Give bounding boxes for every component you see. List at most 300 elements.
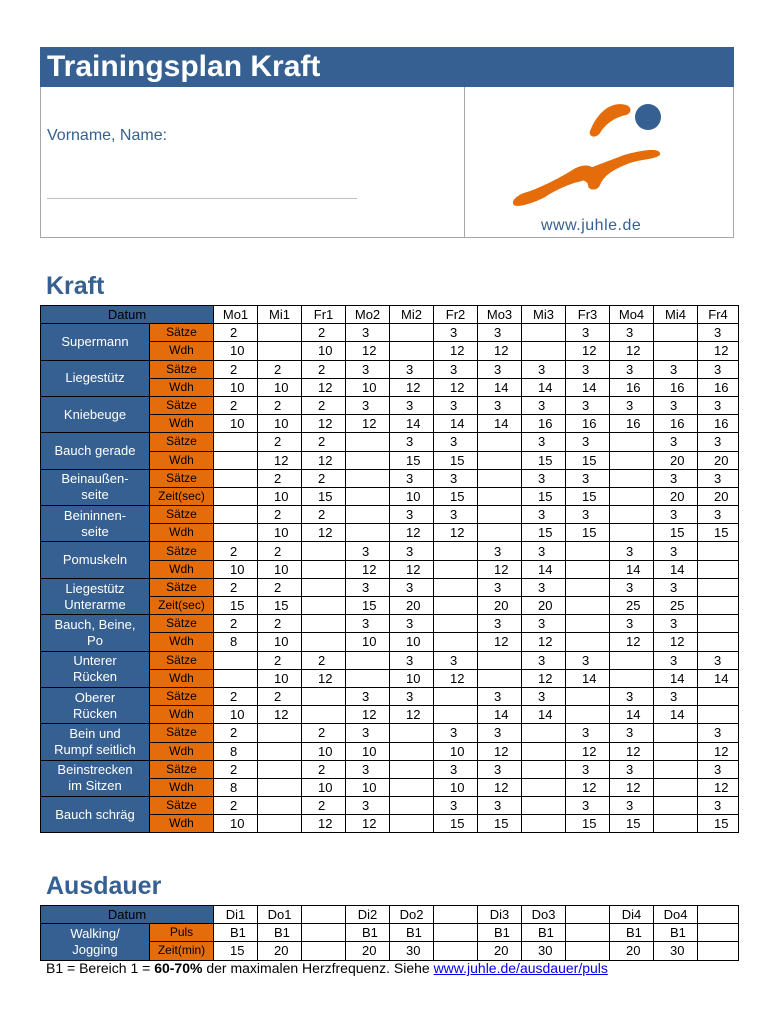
value-cell[interactable]: 3 bbox=[434, 797, 478, 815]
value-cell[interactable] bbox=[434, 597, 478, 615]
value-cell[interactable]: 10 bbox=[214, 560, 258, 578]
value-cell[interactable]: 12 bbox=[478, 342, 522, 360]
value-cell[interactable]: 3 bbox=[346, 797, 390, 815]
value-cell[interactable]: 12 bbox=[390, 560, 434, 578]
value-cell[interactable]: 12 bbox=[258, 451, 302, 469]
value-cell[interactable]: 2 bbox=[214, 542, 258, 560]
value-cell[interactable]: 20 bbox=[610, 942, 654, 960]
value-cell[interactable]: 3 bbox=[434, 651, 478, 669]
value-cell[interactable] bbox=[698, 578, 739, 596]
value-cell[interactable]: 12 bbox=[346, 415, 390, 433]
value-cell[interactable]: 3 bbox=[610, 760, 654, 778]
value-cell[interactable] bbox=[434, 687, 478, 705]
value-cell[interactable]: B1 bbox=[390, 924, 434, 942]
value-cell[interactable] bbox=[698, 924, 739, 942]
value-cell[interactable]: 3 bbox=[654, 615, 698, 633]
value-cell[interactable]: 10 bbox=[214, 342, 258, 360]
value-cell[interactable]: 14 bbox=[654, 669, 698, 687]
value-cell[interactable]: 2 bbox=[302, 506, 346, 524]
value-cell[interactable] bbox=[390, 742, 434, 760]
value-cell[interactable] bbox=[214, 669, 258, 687]
value-cell[interactable]: 3 bbox=[654, 469, 698, 487]
value-cell[interactable]: 2 bbox=[214, 724, 258, 742]
value-cell[interactable] bbox=[654, 760, 698, 778]
value-cell[interactable]: 3 bbox=[522, 433, 566, 451]
value-cell[interactable]: 3 bbox=[390, 578, 434, 596]
value-cell[interactable]: 10 bbox=[258, 524, 302, 542]
value-cell[interactable] bbox=[434, 633, 478, 651]
value-cell[interactable]: 3 bbox=[434, 433, 478, 451]
value-cell[interactable]: 2 bbox=[302, 651, 346, 669]
value-cell[interactable]: 10 bbox=[434, 778, 478, 796]
value-cell[interactable]: 3 bbox=[478, 542, 522, 560]
value-cell[interactable]: 3 bbox=[566, 469, 610, 487]
value-cell[interactable]: 14 bbox=[566, 669, 610, 687]
value-cell[interactable]: 3 bbox=[522, 578, 566, 596]
value-cell[interactable]: 12 bbox=[302, 524, 346, 542]
value-cell[interactable]: 10 bbox=[302, 778, 346, 796]
value-cell[interactable]: 2 bbox=[258, 651, 302, 669]
value-cell[interactable]: 10 bbox=[390, 487, 434, 505]
value-cell[interactable] bbox=[610, 469, 654, 487]
value-cell[interactable] bbox=[346, 506, 390, 524]
name-input-line[interactable] bbox=[47, 198, 357, 199]
value-cell[interactable] bbox=[434, 560, 478, 578]
value-cell[interactable]: 3 bbox=[610, 724, 654, 742]
value-cell[interactable] bbox=[478, 651, 522, 669]
value-cell[interactable] bbox=[654, 724, 698, 742]
value-cell[interactable] bbox=[434, 542, 478, 560]
value-cell[interactable] bbox=[698, 542, 739, 560]
value-cell[interactable] bbox=[434, 706, 478, 724]
value-cell[interactable] bbox=[522, 324, 566, 342]
value-cell[interactable]: 10 bbox=[346, 742, 390, 760]
value-cell[interactable]: 2 bbox=[214, 797, 258, 815]
value-cell[interactable]: 12 bbox=[302, 815, 346, 833]
value-cell[interactable]: 2 bbox=[258, 578, 302, 596]
value-cell[interactable] bbox=[302, 560, 346, 578]
value-cell[interactable]: 15 bbox=[390, 451, 434, 469]
value-cell[interactable]: 3 bbox=[478, 360, 522, 378]
value-cell[interactable]: 16 bbox=[654, 415, 698, 433]
value-cell[interactable] bbox=[478, 469, 522, 487]
value-cell[interactable]: 3 bbox=[698, 760, 739, 778]
value-cell[interactable]: 3 bbox=[434, 760, 478, 778]
value-cell[interactable]: 3 bbox=[566, 760, 610, 778]
value-cell[interactable] bbox=[390, 760, 434, 778]
value-cell[interactable]: 3 bbox=[522, 687, 566, 705]
value-cell[interactable]: 12 bbox=[522, 669, 566, 687]
value-cell[interactable]: 3 bbox=[610, 396, 654, 414]
value-cell[interactable]: 2 bbox=[302, 396, 346, 414]
value-cell[interactable]: 2 bbox=[214, 578, 258, 596]
value-cell[interactable]: 3 bbox=[346, 360, 390, 378]
value-cell[interactable]: 3 bbox=[522, 542, 566, 560]
value-cell[interactable]: 3 bbox=[478, 578, 522, 596]
footnote-link[interactable]: www.juhle.de/ausdauer/puls bbox=[433, 960, 608, 976]
value-cell[interactable]: 10 bbox=[258, 378, 302, 396]
value-cell[interactable]: 30 bbox=[654, 942, 698, 960]
value-cell[interactable]: 3 bbox=[566, 797, 610, 815]
value-cell[interactable] bbox=[346, 487, 390, 505]
value-cell[interactable]: 3 bbox=[698, 724, 739, 742]
value-cell[interactable]: 12 bbox=[698, 742, 739, 760]
value-cell[interactable] bbox=[566, 615, 610, 633]
value-cell[interactable] bbox=[478, 669, 522, 687]
value-cell[interactable]: 16 bbox=[566, 415, 610, 433]
value-cell[interactable]: 12 bbox=[434, 378, 478, 396]
value-cell[interactable]: 3 bbox=[566, 724, 610, 742]
value-cell[interactable]: 12 bbox=[698, 342, 739, 360]
value-cell[interactable] bbox=[566, 924, 610, 942]
value-cell[interactable]: 14 bbox=[478, 706, 522, 724]
value-cell[interactable]: 3 bbox=[522, 651, 566, 669]
value-cell[interactable] bbox=[698, 597, 739, 615]
value-cell[interactable]: 3 bbox=[346, 542, 390, 560]
value-cell[interactable]: 2 bbox=[302, 433, 346, 451]
value-cell[interactable] bbox=[566, 687, 610, 705]
value-cell[interactable]: 14 bbox=[522, 378, 566, 396]
value-cell[interactable]: B1 bbox=[478, 924, 522, 942]
value-cell[interactable]: 20 bbox=[258, 942, 302, 960]
value-cell[interactable]: 12 bbox=[302, 378, 346, 396]
value-cell[interactable]: 3 bbox=[346, 687, 390, 705]
value-cell[interactable]: 15 bbox=[214, 597, 258, 615]
value-cell[interactable]: 10 bbox=[258, 633, 302, 651]
value-cell[interactable]: 16 bbox=[610, 415, 654, 433]
value-cell[interactable]: 3 bbox=[478, 797, 522, 815]
value-cell[interactable]: 3 bbox=[610, 360, 654, 378]
value-cell[interactable] bbox=[258, 778, 302, 796]
value-cell[interactable]: 16 bbox=[698, 415, 739, 433]
value-cell[interactable] bbox=[346, 451, 390, 469]
value-cell[interactable]: 16 bbox=[522, 415, 566, 433]
value-cell[interactable]: B1 bbox=[346, 924, 390, 942]
value-cell[interactable] bbox=[390, 815, 434, 833]
value-cell[interactable] bbox=[698, 706, 739, 724]
value-cell[interactable] bbox=[698, 560, 739, 578]
value-cell[interactable]: 15 bbox=[522, 451, 566, 469]
value-cell[interactable]: 3 bbox=[654, 687, 698, 705]
value-cell[interactable] bbox=[654, 815, 698, 833]
value-cell[interactable]: 12 bbox=[566, 342, 610, 360]
value-cell[interactable]: 3 bbox=[610, 687, 654, 705]
value-cell[interactable]: 3 bbox=[346, 578, 390, 596]
value-cell[interactable] bbox=[302, 687, 346, 705]
value-cell[interactable]: 12 bbox=[434, 524, 478, 542]
value-cell[interactable]: B1 bbox=[610, 924, 654, 942]
value-cell[interactable]: 10 bbox=[434, 742, 478, 760]
value-cell[interactable]: 12 bbox=[698, 778, 739, 796]
value-cell[interactable] bbox=[302, 615, 346, 633]
value-cell[interactable] bbox=[302, 597, 346, 615]
value-cell[interactable] bbox=[654, 797, 698, 815]
value-cell[interactable] bbox=[302, 633, 346, 651]
value-cell[interactable] bbox=[258, 324, 302, 342]
value-cell[interactable] bbox=[258, 815, 302, 833]
value-cell[interactable]: B1 bbox=[654, 924, 698, 942]
value-cell[interactable] bbox=[522, 778, 566, 796]
value-cell[interactable] bbox=[346, 433, 390, 451]
value-cell[interactable] bbox=[390, 778, 434, 796]
value-cell[interactable]: 2 bbox=[258, 506, 302, 524]
value-cell[interactable]: 10 bbox=[214, 378, 258, 396]
value-cell[interactable]: 14 bbox=[478, 415, 522, 433]
value-cell[interactable] bbox=[522, 797, 566, 815]
value-cell[interactable] bbox=[610, 506, 654, 524]
value-cell[interactable]: 14 bbox=[610, 560, 654, 578]
value-cell[interactable]: 3 bbox=[478, 615, 522, 633]
value-cell[interactable] bbox=[434, 615, 478, 633]
value-cell[interactable]: 3 bbox=[698, 396, 739, 414]
value-cell[interactable] bbox=[478, 524, 522, 542]
value-cell[interactable]: 20 bbox=[478, 942, 522, 960]
value-cell[interactable]: 14 bbox=[566, 378, 610, 396]
value-cell[interactable]: 12 bbox=[346, 342, 390, 360]
value-cell[interactable]: 2 bbox=[302, 360, 346, 378]
value-cell[interactable]: 3 bbox=[698, 651, 739, 669]
value-cell[interactable]: 12 bbox=[258, 706, 302, 724]
value-cell[interactable]: 3 bbox=[698, 360, 739, 378]
value-cell[interactable]: 3 bbox=[698, 506, 739, 524]
value-cell[interactable]: 25 bbox=[654, 597, 698, 615]
value-cell[interactable] bbox=[302, 706, 346, 724]
value-cell[interactable]: 12 bbox=[346, 815, 390, 833]
value-cell[interactable]: 10 bbox=[302, 742, 346, 760]
value-cell[interactable] bbox=[522, 724, 566, 742]
value-cell[interactable]: 3 bbox=[346, 615, 390, 633]
value-cell[interactable]: 3 bbox=[434, 360, 478, 378]
value-cell[interactable]: 12 bbox=[610, 633, 654, 651]
value-cell[interactable]: 12 bbox=[478, 633, 522, 651]
value-cell[interactable] bbox=[302, 924, 346, 942]
value-cell[interactable]: 3 bbox=[390, 687, 434, 705]
value-cell[interactable]: 3 bbox=[478, 760, 522, 778]
value-cell[interactable]: 8 bbox=[214, 633, 258, 651]
value-cell[interactable]: 2 bbox=[258, 360, 302, 378]
value-cell[interactable] bbox=[654, 342, 698, 360]
value-cell[interactable]: 15 bbox=[698, 524, 739, 542]
value-cell[interactable]: 15 bbox=[258, 597, 302, 615]
value-cell[interactable]: 3 bbox=[434, 506, 478, 524]
value-cell[interactable]: 2 bbox=[258, 542, 302, 560]
value-cell[interactable] bbox=[434, 942, 478, 960]
value-cell[interactable]: 12 bbox=[478, 778, 522, 796]
value-cell[interactable]: 12 bbox=[302, 451, 346, 469]
value-cell[interactable] bbox=[214, 469, 258, 487]
value-cell[interactable]: 3 bbox=[522, 360, 566, 378]
value-cell[interactable]: 14 bbox=[390, 415, 434, 433]
value-cell[interactable]: 3 bbox=[654, 506, 698, 524]
value-cell[interactable] bbox=[258, 342, 302, 360]
value-cell[interactable]: 14 bbox=[434, 415, 478, 433]
value-cell[interactable]: 10 bbox=[346, 378, 390, 396]
value-cell[interactable]: 3 bbox=[390, 396, 434, 414]
value-cell[interactable]: 15 bbox=[434, 451, 478, 469]
value-cell[interactable]: 3 bbox=[654, 578, 698, 596]
value-cell[interactable]: 3 bbox=[610, 615, 654, 633]
value-cell[interactable]: 3 bbox=[522, 615, 566, 633]
value-cell[interactable]: 3 bbox=[346, 724, 390, 742]
value-cell[interactable]: 15 bbox=[434, 815, 478, 833]
value-cell[interactable]: 25 bbox=[610, 597, 654, 615]
value-cell[interactable]: 10 bbox=[346, 633, 390, 651]
value-cell[interactable]: 10 bbox=[214, 415, 258, 433]
value-cell[interactable]: 3 bbox=[610, 324, 654, 342]
value-cell[interactable]: 3 bbox=[390, 542, 434, 560]
value-cell[interactable]: 2 bbox=[258, 687, 302, 705]
value-cell[interactable] bbox=[610, 669, 654, 687]
value-cell[interactable] bbox=[214, 433, 258, 451]
value-cell[interactable]: 15 bbox=[566, 487, 610, 505]
value-cell[interactable] bbox=[610, 433, 654, 451]
value-cell[interactable]: 3 bbox=[566, 396, 610, 414]
value-cell[interactable]: 14 bbox=[522, 706, 566, 724]
value-cell[interactable]: 15 bbox=[214, 942, 258, 960]
value-cell[interactable] bbox=[610, 524, 654, 542]
value-cell[interactable] bbox=[566, 942, 610, 960]
value-cell[interactable]: 10 bbox=[258, 669, 302, 687]
value-cell[interactable] bbox=[566, 706, 610, 724]
value-cell[interactable] bbox=[478, 451, 522, 469]
value-cell[interactable]: 15 bbox=[698, 815, 739, 833]
value-cell[interactable]: 14 bbox=[478, 378, 522, 396]
value-cell[interactable]: 15 bbox=[566, 815, 610, 833]
value-cell[interactable] bbox=[698, 942, 739, 960]
value-cell[interactable] bbox=[522, 342, 566, 360]
value-cell[interactable]: 15 bbox=[478, 815, 522, 833]
value-cell[interactable] bbox=[566, 578, 610, 596]
value-cell[interactable]: 3 bbox=[434, 396, 478, 414]
value-cell[interactable]: 10 bbox=[258, 415, 302, 433]
value-cell[interactable]: 3 bbox=[522, 506, 566, 524]
value-cell[interactable] bbox=[566, 633, 610, 651]
value-cell[interactable]: 10 bbox=[390, 669, 434, 687]
value-cell[interactable]: 20 bbox=[390, 597, 434, 615]
value-cell[interactable]: 3 bbox=[698, 324, 739, 342]
value-cell[interactable] bbox=[566, 542, 610, 560]
value-cell[interactable]: 12 bbox=[610, 778, 654, 796]
value-cell[interactable] bbox=[302, 942, 346, 960]
value-cell[interactable]: 2 bbox=[214, 324, 258, 342]
value-cell[interactable]: 2 bbox=[214, 360, 258, 378]
value-cell[interactable]: 12 bbox=[302, 415, 346, 433]
value-cell[interactable]: 12 bbox=[566, 778, 610, 796]
value-cell[interactable] bbox=[434, 578, 478, 596]
value-cell[interactable]: 3 bbox=[698, 469, 739, 487]
value-cell[interactable]: 14 bbox=[522, 560, 566, 578]
value-cell[interactable]: 2 bbox=[214, 615, 258, 633]
value-cell[interactable]: 2 bbox=[214, 760, 258, 778]
value-cell[interactable]: 20 bbox=[522, 597, 566, 615]
value-cell[interactable] bbox=[698, 687, 739, 705]
value-cell[interactable]: 12 bbox=[566, 742, 610, 760]
value-cell[interactable]: 16 bbox=[654, 378, 698, 396]
value-cell[interactable] bbox=[698, 633, 739, 651]
value-cell[interactable] bbox=[390, 797, 434, 815]
value-cell[interactable]: 3 bbox=[478, 687, 522, 705]
value-cell[interactable]: 2 bbox=[302, 469, 346, 487]
value-cell[interactable] bbox=[478, 506, 522, 524]
value-cell[interactable]: 3 bbox=[566, 506, 610, 524]
value-cell[interactable]: B1 bbox=[258, 924, 302, 942]
value-cell[interactable] bbox=[346, 524, 390, 542]
value-cell[interactable]: 15 bbox=[654, 524, 698, 542]
value-cell[interactable] bbox=[566, 597, 610, 615]
value-cell[interactable]: 2 bbox=[258, 469, 302, 487]
value-cell[interactable] bbox=[610, 451, 654, 469]
value-cell[interactable]: 14 bbox=[654, 560, 698, 578]
value-cell[interactable]: 15 bbox=[434, 487, 478, 505]
value-cell[interactable] bbox=[346, 469, 390, 487]
value-cell[interactable]: 15 bbox=[522, 524, 566, 542]
value-cell[interactable]: 12 bbox=[610, 342, 654, 360]
value-cell[interactable]: 3 bbox=[698, 433, 739, 451]
value-cell[interactable]: 30 bbox=[522, 942, 566, 960]
value-cell[interactable] bbox=[258, 724, 302, 742]
value-cell[interactable]: 12 bbox=[390, 378, 434, 396]
value-cell[interactable]: 3 bbox=[610, 797, 654, 815]
value-cell[interactable]: 3 bbox=[346, 760, 390, 778]
value-cell[interactable]: 3 bbox=[346, 396, 390, 414]
value-cell[interactable]: 3 bbox=[390, 651, 434, 669]
value-cell[interactable]: 30 bbox=[390, 942, 434, 960]
value-cell[interactable]: 12 bbox=[654, 633, 698, 651]
value-cell[interactable]: 2 bbox=[258, 396, 302, 414]
value-cell[interactable]: 20 bbox=[654, 487, 698, 505]
value-cell[interactable]: 3 bbox=[654, 396, 698, 414]
value-cell[interactable]: 15 bbox=[566, 451, 610, 469]
value-cell[interactable]: 2 bbox=[258, 615, 302, 633]
value-cell[interactable] bbox=[478, 487, 522, 505]
value-cell[interactable]: 12 bbox=[478, 742, 522, 760]
value-cell[interactable] bbox=[214, 487, 258, 505]
value-cell[interactable]: 3 bbox=[654, 542, 698, 560]
value-cell[interactable]: 12 bbox=[434, 342, 478, 360]
value-cell[interactable]: 20 bbox=[346, 942, 390, 960]
value-cell[interactable]: 10 bbox=[346, 778, 390, 796]
value-cell[interactable]: 8 bbox=[214, 778, 258, 796]
value-cell[interactable] bbox=[258, 797, 302, 815]
value-cell[interactable] bbox=[214, 506, 258, 524]
value-cell[interactable]: 3 bbox=[478, 324, 522, 342]
value-cell[interactable] bbox=[654, 778, 698, 796]
value-cell[interactable]: 3 bbox=[434, 324, 478, 342]
value-cell[interactable]: 15 bbox=[302, 487, 346, 505]
value-cell[interactable] bbox=[214, 524, 258, 542]
value-cell[interactable] bbox=[654, 742, 698, 760]
value-cell[interactable]: 3 bbox=[434, 469, 478, 487]
value-cell[interactable]: 3 bbox=[390, 360, 434, 378]
value-cell[interactable]: 3 bbox=[654, 651, 698, 669]
value-cell[interactable]: 2 bbox=[302, 797, 346, 815]
value-cell[interactable] bbox=[478, 433, 522, 451]
value-cell[interactable]: 20 bbox=[478, 597, 522, 615]
value-cell[interactable]: 12 bbox=[346, 560, 390, 578]
value-cell[interactable]: 12 bbox=[610, 742, 654, 760]
value-cell[interactable] bbox=[302, 542, 346, 560]
value-cell[interactable] bbox=[654, 324, 698, 342]
value-cell[interactable] bbox=[610, 651, 654, 669]
value-cell[interactable]: 2 bbox=[302, 760, 346, 778]
value-cell[interactable]: 3 bbox=[390, 615, 434, 633]
value-cell[interactable]: 3 bbox=[346, 324, 390, 342]
value-cell[interactable]: 2 bbox=[214, 396, 258, 414]
value-cell[interactable]: 15 bbox=[522, 487, 566, 505]
value-cell[interactable]: 2 bbox=[214, 687, 258, 705]
value-cell[interactable]: 20 bbox=[698, 451, 739, 469]
value-cell[interactable]: 3 bbox=[522, 396, 566, 414]
